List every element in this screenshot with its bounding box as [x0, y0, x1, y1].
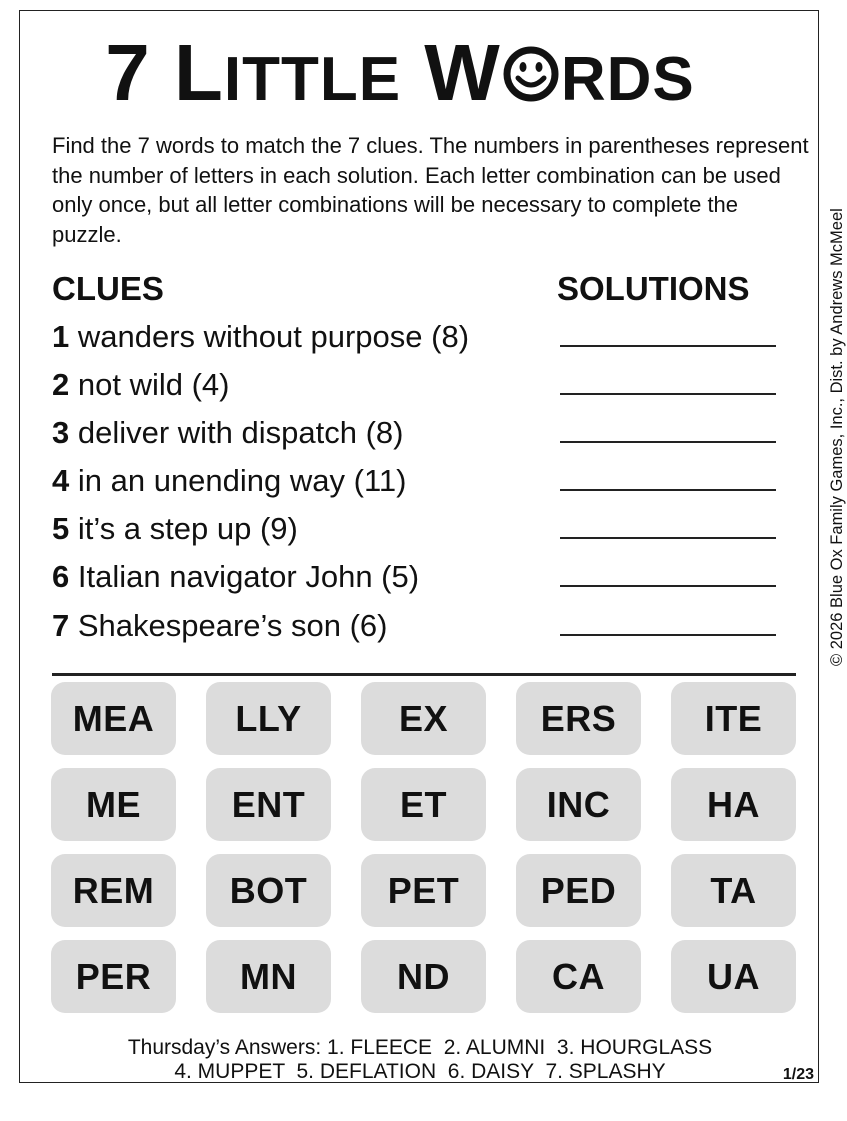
- previous-answers: [20, 1036, 820, 1084]
- clue-number: 1: [52, 319, 70, 354]
- letter-tile[interactable]: EX: [361, 682, 486, 755]
- clue-7: [52, 606, 387, 646]
- clue-text: wanders without purpose (8): [69, 319, 470, 354]
- clue-3: [52, 413, 404, 453]
- solution-line-6[interactable]: [560, 585, 776, 587]
- copyright-text: © 2026 Blue Ox Family Games, Inc., Dist. by Andrews McMeel: [828, 208, 846, 666]
- solution-line-7[interactable]: [560, 634, 776, 636]
- solution-line-1[interactable]: [560, 345, 776, 347]
- puzzle-date: 1/23: [782, 1066, 814, 1083]
- answers-line-1: Thursday’s Answers: 1. FLEECE 2. ALUMNI 3. HOURGLASS: [127, 1036, 713, 1059]
- solution-line-3[interactable]: [560, 441, 776, 443]
- smiley-face-icon: [501, 44, 561, 104]
- clue-1: [52, 317, 469, 357]
- title-part-1: 7 L: [105, 28, 224, 117]
- solution-line-2[interactable]: [560, 393, 776, 395]
- letter-tile[interactable]: PED: [516, 854, 641, 927]
- clue-number: 2: [52, 367, 70, 402]
- letter-tile[interactable]: ME: [51, 768, 176, 841]
- letter-tile[interactable]: BOT: [206, 854, 331, 927]
- title-part-3: W: [401, 28, 501, 117]
- title-part-4: RDS: [560, 45, 695, 114]
- puzzle-title: [20, 28, 780, 120]
- letter-tile[interactable]: INC: [516, 768, 641, 841]
- clue-5: [52, 509, 298, 549]
- clue-text: Shakespeare’s son (6): [69, 608, 388, 643]
- clue-text: not wild (4): [69, 367, 230, 402]
- clue-text: in an unending way (11): [69, 463, 407, 498]
- letter-tile[interactable]: TA: [671, 854, 796, 927]
- clues-header: CLUES: [52, 270, 164, 307]
- clue-number: 6: [52, 559, 70, 594]
- clue-2: [52, 365, 229, 405]
- letter-tile[interactable]: ND: [361, 940, 486, 1013]
- clue-number: 5: [52, 511, 70, 546]
- letter-tile[interactable]: REM: [51, 854, 176, 927]
- clue-number: 3: [52, 415, 70, 450]
- letter-tile[interactable]: LLY: [206, 682, 331, 755]
- instructions-text: Find the 7 words to match the 7 clues. The numbers in parentheses represent the number of letters in each solution. Each letter combination can be used only once, but all letter combinations will be necessary to complete the puzzle.: [52, 133, 809, 247]
- letter-tile[interactable]: PER: [51, 940, 176, 1013]
- letter-tile[interactable]: CA: [516, 940, 641, 1013]
- clue-text: Italian navigator John (5): [69, 559, 420, 594]
- clue-text: it’s a step up (9): [69, 511, 298, 546]
- letter-tile[interactable]: MEA: [51, 682, 176, 755]
- solution-line-4[interactable]: [560, 489, 776, 491]
- letter-tile[interactable]: ITE: [671, 682, 796, 755]
- clue-number: 4: [52, 463, 70, 498]
- clue-4: [52, 461, 406, 501]
- divider-line: [52, 673, 796, 676]
- solution-line-5[interactable]: [560, 537, 776, 539]
- letter-tile[interactable]: MN: [206, 940, 331, 1013]
- clue-number: 7: [52, 608, 70, 643]
- puzzle-frame: [19, 10, 846, 1083]
- letter-tile[interactable]: ENT: [206, 768, 331, 841]
- letter-tile[interactable]: ERS: [516, 682, 641, 755]
- answers-line-2: 4. MUPPET 5. DEFLATION 6. DAISY 7. SPLASHY: [174, 1060, 666, 1083]
- clue-6: [52, 557, 419, 597]
- letter-tile[interactable]: PET: [361, 854, 486, 927]
- letter-tile[interactable]: ET: [361, 768, 486, 841]
- title-part-2: ITTLE: [223, 45, 402, 114]
- clue-text: deliver with dispatch (8): [69, 415, 404, 450]
- letter-tile[interactable]: UA: [671, 940, 796, 1013]
- letter-tile[interactable]: HA: [671, 768, 796, 841]
- solutions-header: SOLUTIONS: [557, 270, 750, 307]
